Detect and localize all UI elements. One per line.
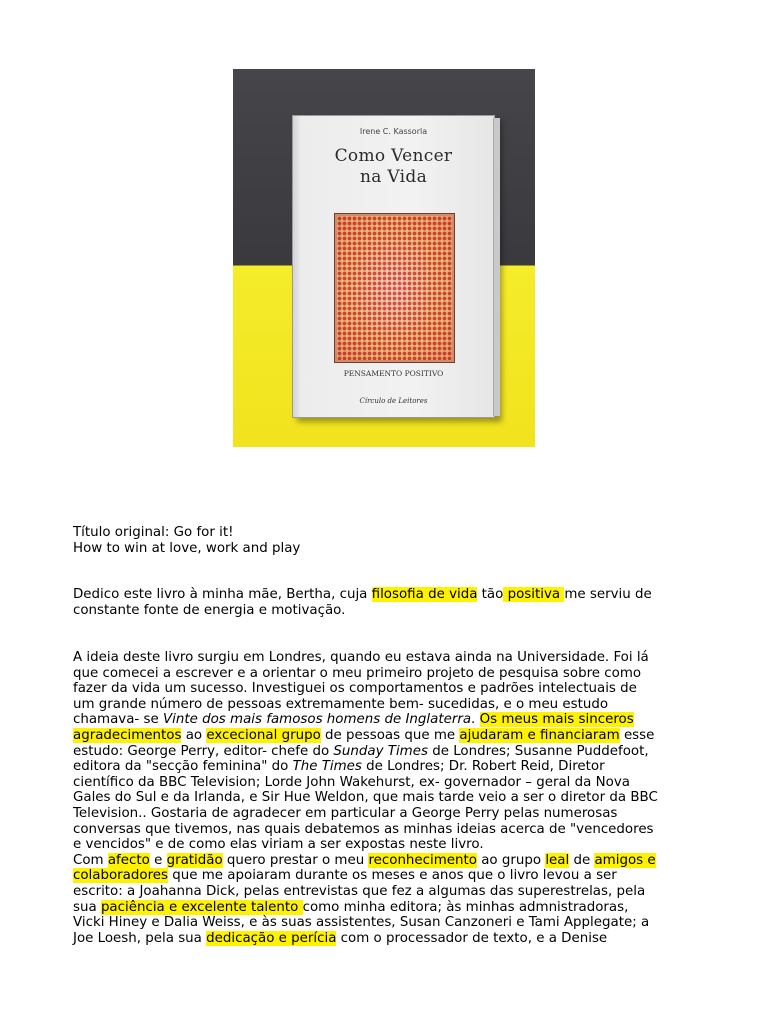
- dedication-paragraph: [73, 587, 713, 618]
- highlight: amigos e: [594, 852, 656, 868]
- acknowledgements-paragraph: [73, 650, 713, 946]
- body-line: [73, 744, 713, 760]
- text-run: e: [149, 852, 167, 868]
- cover-dot-artwork: [334, 213, 455, 363]
- text-run: de Londres; Dr. Robert Reid, Diretor: [361, 759, 605, 775]
- cover-title: [293, 146, 494, 188]
- text-run: Dedico este livro à minha mãe, Bertha, cuja: [73, 587, 372, 602]
- highlight: leal: [545, 852, 570, 868]
- cover-title-line2: na Vida: [359, 167, 428, 187]
- book-cover: [292, 115, 495, 418]
- text-run: .: [471, 712, 480, 728]
- book-cover-photo: [233, 69, 535, 447]
- text-run: de: [569, 852, 595, 868]
- body-line: fazer da vida um sucesso. Investiguei os comportamentos e padrões intelectuais de: [73, 681, 637, 697]
- body-line: [73, 853, 713, 869]
- body-line: [73, 931, 713, 947]
- text-run: quero prestar o meu: [222, 852, 369, 868]
- text-run: como minha editora; às minhas admnistradoras,: [302, 899, 629, 915]
- body-line: [73, 759, 713, 775]
- body-line: Vicki Hiney e Dalia Weiss, e às suas assistentes, Susan Canzoneri e Tami Applegate; a: [73, 915, 650, 931]
- highlight: Os meus mais sinceros: [479, 712, 634, 728]
- cover-title-line1: Como Vencer: [334, 146, 453, 166]
- cover-publisher: Círculo de Leitores: [359, 397, 428, 405]
- text-run: de Londres; Susanne Puddefoot,: [427, 743, 649, 759]
- body-line: [73, 712, 713, 728]
- highlight: filosofia de vida: [371, 587, 478, 602]
- body-line: escrito: a Joahanna Dick, pelas entrevistas que fez a algumas das superestrelas, pela: [73, 883, 646, 899]
- text-run: de pessoas que me: [320, 727, 460, 743]
- body-line: [73, 900, 713, 916]
- cover-dot-glow: [337, 216, 452, 360]
- body-line: conversas que tivemos, nas quais debatemos as minhas ideias acerca de "vencedores: [73, 821, 654, 837]
- body-line: A ideia deste livro surgiu em Londres, quando eu estava ainda na Universidade. Foi lá: [73, 650, 649, 665]
- body-line: [73, 728, 713, 744]
- text-run: chamava- se: [73, 712, 163, 728]
- body-line: e vencidos" e de como elas viriam a ser expostas neste livro.: [73, 837, 484, 853]
- text-run: com o processador de texto, e a Denise: [336, 930, 608, 946]
- original-title-line1: Título original: Go for it!: [73, 525, 234, 540]
- text-run: tão: [477, 587, 504, 602]
- text-run: editora da "secção feminina" do: [73, 759, 293, 775]
- body-line: Television.. Gostaria de agradecer em particular a George Perry pelas numerosas: [73, 805, 618, 821]
- dedication-line1: [73, 587, 713, 603]
- text-run: ao: [181, 727, 207, 743]
- newspaper-italic: Sunday Times: [333, 743, 428, 759]
- dedication-line2: constante fonte de energia e motivação.: [73, 602, 346, 618]
- text-run: me serviu de: [564, 587, 652, 602]
- highlight: excecional grupo: [206, 727, 321, 743]
- text-run: ao grupo: [476, 852, 546, 868]
- newspaper-italic: The Times: [292, 759, 362, 775]
- highlight: paciência e excelente talento: [100, 899, 303, 915]
- cover-series: PENSAMENTO POSITIVO: [343, 369, 444, 378]
- text-run: Joe Loesh, pela sua: [73, 930, 207, 946]
- highlight: ajudaram e financiaram: [459, 727, 620, 743]
- original-title-block: [73, 525, 713, 556]
- body-line: [73, 868, 713, 884]
- highlight: reconhecimento: [368, 852, 477, 868]
- highlight: colaboradores: [73, 868, 169, 884]
- text-run: que me apoiaram durante os meses e anos que o livro levou a ser: [168, 868, 617, 884]
- text-run: estudo: George Perry, editor- chefe do: [73, 743, 334, 759]
- book-title-italic: Vinte dos mais famosos homens de Inglaterra: [163, 712, 472, 728]
- original-title-line2: How to win at love, work and play: [73, 540, 301, 556]
- text-run: Com: [73, 852, 108, 868]
- cover-author: Irene C. Kassorla: [359, 127, 428, 136]
- highlight: positiva: [503, 587, 565, 602]
- cover-dot-pattern: [337, 216, 452, 360]
- text-run: esse: [619, 727, 655, 743]
- body-line: Gales do Sul e da Irlanda, e Sir Hue Weldon, que mais tarde veio a ser o diretor da BBC: [73, 790, 658, 806]
- body-line: um grande número de pessoas extremamente bem- sucedidas, e o meu estudo: [73, 696, 609, 712]
- highlight: afecto: [107, 852, 150, 868]
- highlight: agradecimentos: [73, 727, 182, 743]
- book-page-edge: [493, 118, 500, 416]
- body-line: que comecei a escrever e a orientar o meu primeiro projeto de pesquisa sobre como: [73, 665, 642, 681]
- highlight: dedicação e perícia: [206, 930, 337, 946]
- text-run: sua: [73, 899, 101, 915]
- highlight: gratidão: [166, 852, 223, 868]
- body-line: científico da BBC Television; Lorde John Wakehurst, ex- governador – geral da Nova: [73, 774, 630, 790]
